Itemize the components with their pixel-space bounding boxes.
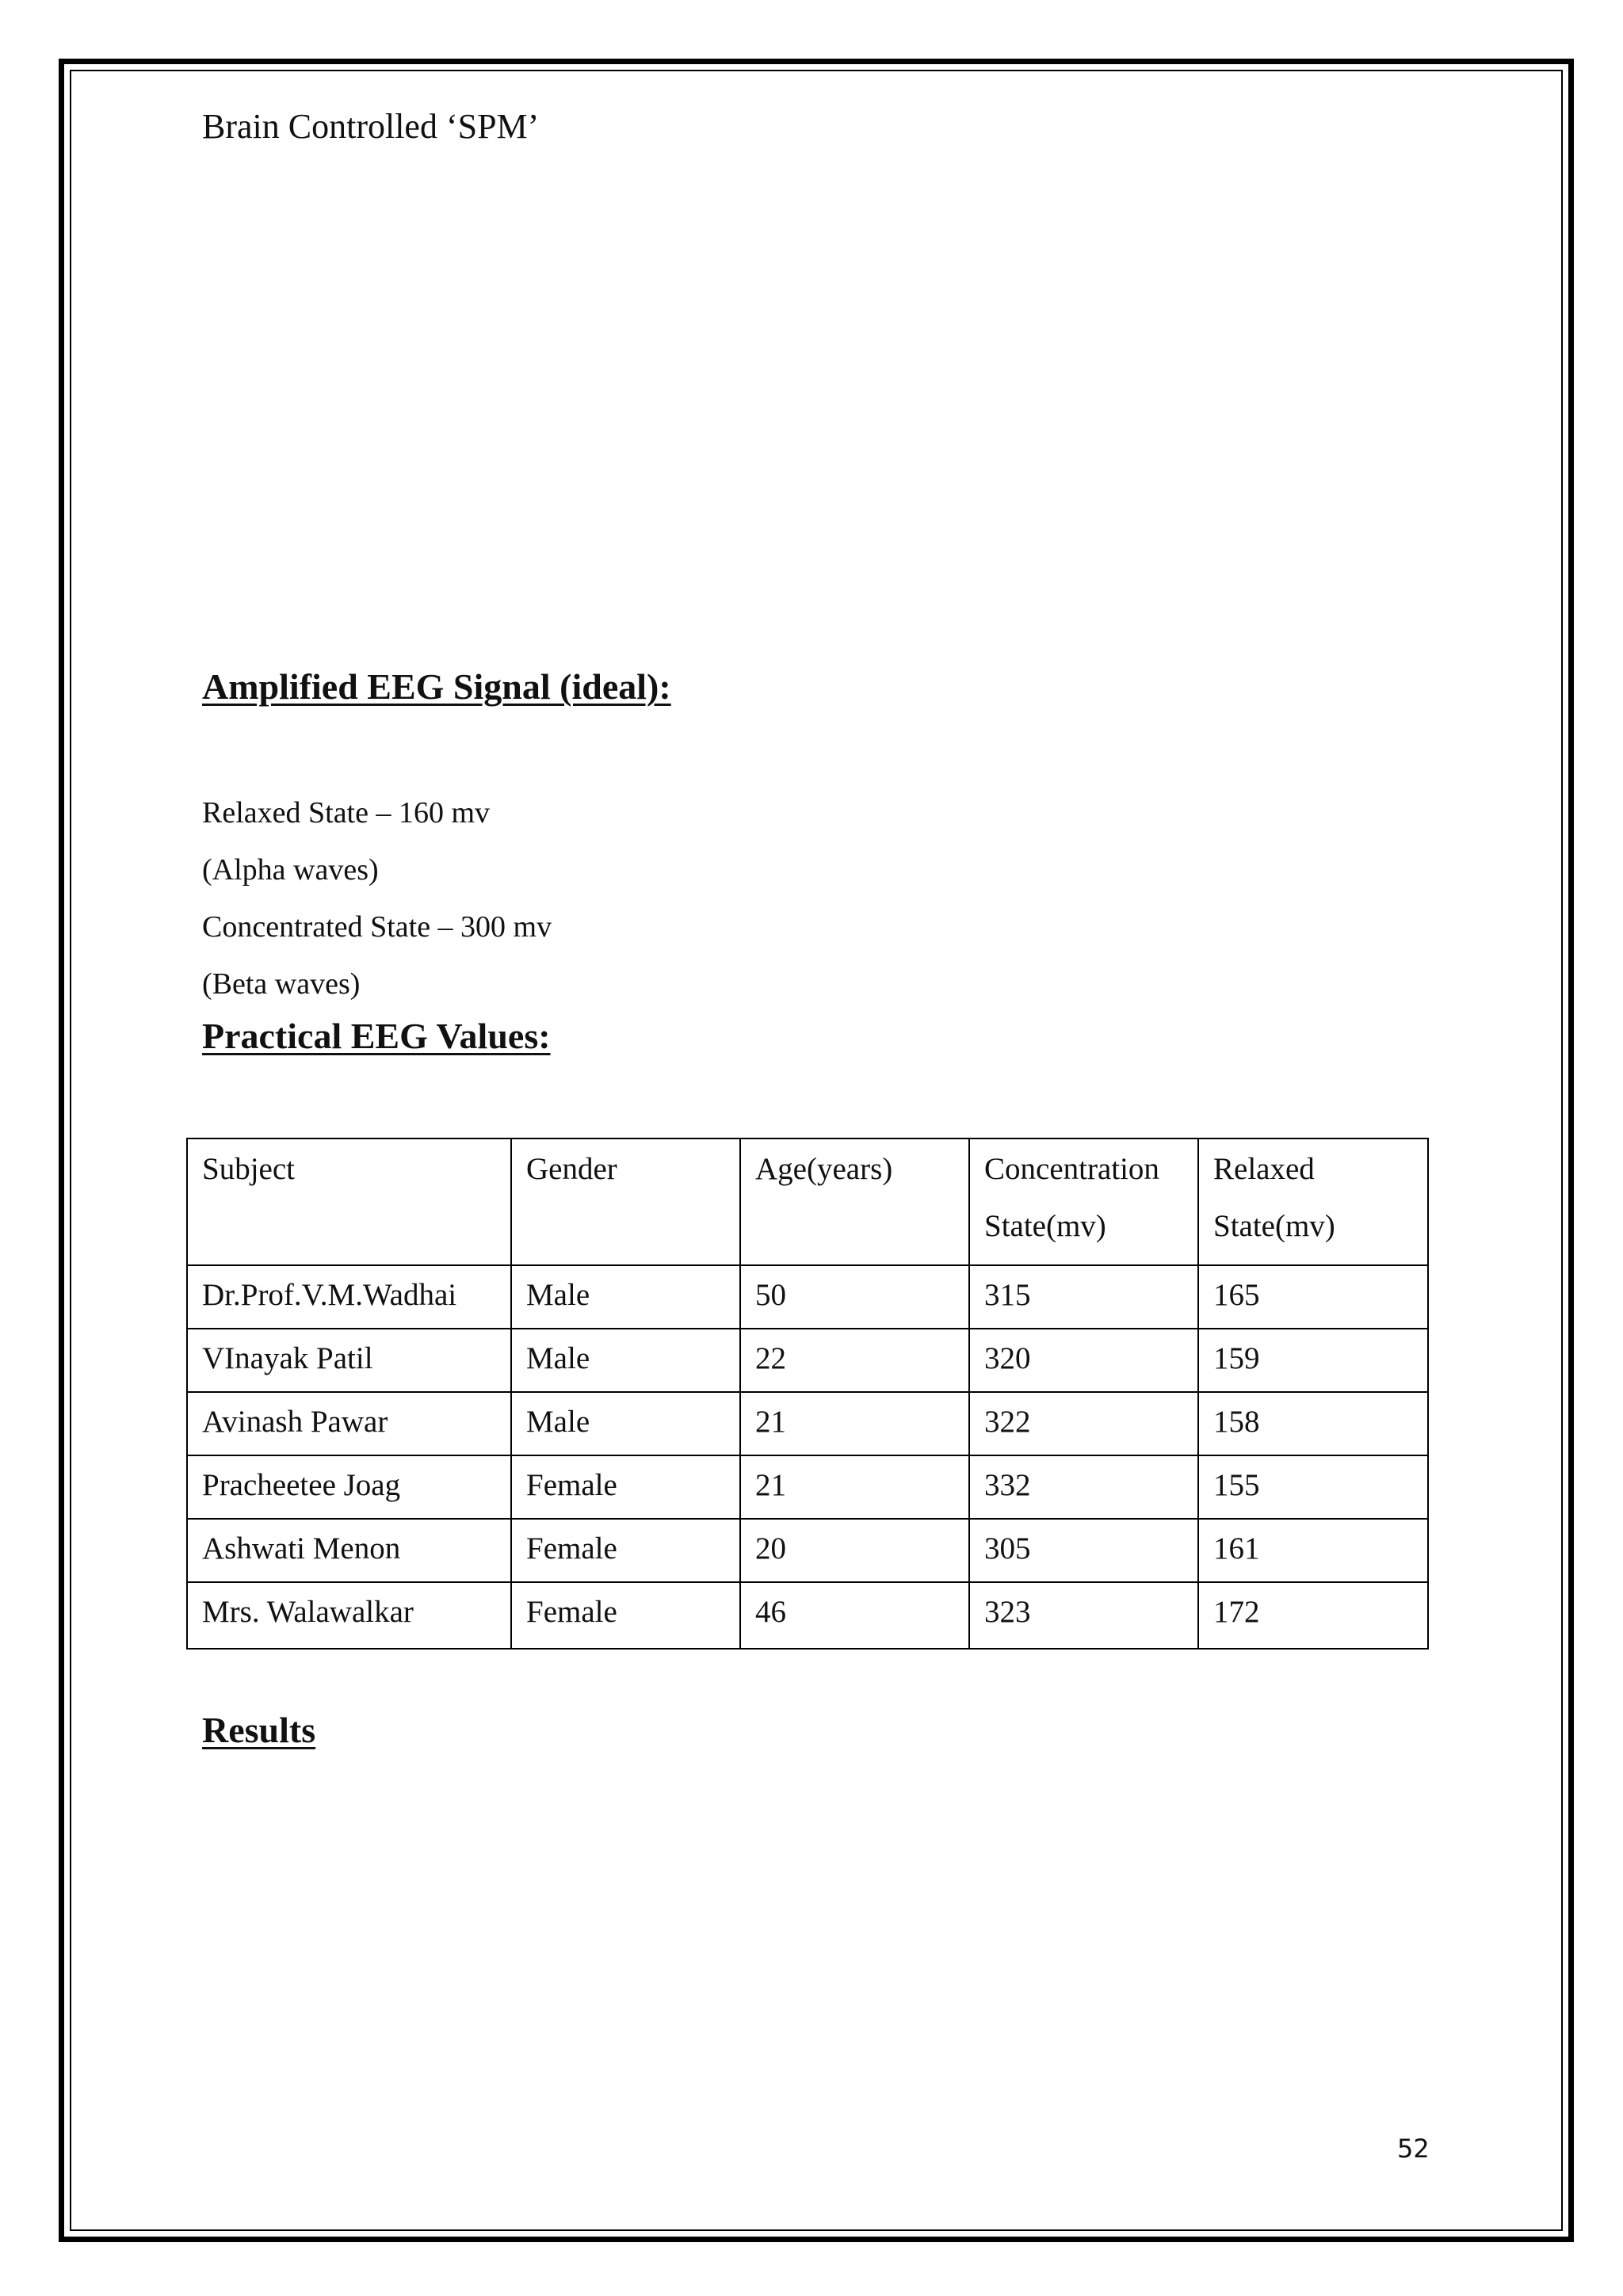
cell-subject: Mrs. Walawalkar — [187, 1582, 511, 1649]
header-concentration-line-2: State(mv) — [984, 1209, 1106, 1243]
header-concentration-line-1: Concentration — [984, 1152, 1159, 1186]
table-row — [187, 1519, 1428, 1582]
table-row — [187, 1455, 1428, 1519]
cell-gender: Male — [511, 1392, 740, 1455]
alpha-waves-line: (Alpha waves) — [202, 853, 379, 887]
table-row — [187, 1329, 1428, 1392]
table-header-row — [187, 1138, 1428, 1265]
table-row — [187, 1265, 1428, 1329]
relaxed-state-line: Relaxed State – 160 mv — [202, 796, 491, 830]
cell-subject: Dr.Prof.V.M.Wadhai — [187, 1265, 511, 1329]
header-relaxed-line-1: Relaxed — [1213, 1152, 1315, 1186]
header-cell-age: Age(years) — [740, 1138, 969, 1265]
cell-concentration: 332 — [969, 1455, 1198, 1519]
practical-eeg-table — [186, 1138, 1429, 1650]
cell-gender: Male — [511, 1265, 740, 1329]
practical-eeg-heading: Practical EEG Values: — [202, 1016, 551, 1056]
beta-waves-line: (Beta waves) — [202, 967, 361, 1001]
header-cell-gender: Gender — [511, 1138, 740, 1265]
cell-subject: Ashwati Menon — [187, 1519, 511, 1582]
page-number: 52 — [1397, 2134, 1430, 2164]
results-heading: Results — [202, 1710, 316, 1750]
header-cell-subject: Subject — [187, 1138, 511, 1265]
cell-concentration: 323 — [969, 1582, 1198, 1649]
cell-concentration: 322 — [969, 1392, 1198, 1455]
cell-gender: Female — [511, 1582, 740, 1649]
cell-relaxed: 165 — [1198, 1265, 1428, 1329]
table-row — [187, 1582, 1428, 1649]
cell-age: 21 — [740, 1392, 969, 1455]
cell-subject: Pracheetee Joag — [187, 1455, 511, 1519]
cell-concentration: 315 — [969, 1265, 1198, 1329]
cell-age: 21 — [740, 1455, 969, 1519]
cell-relaxed: 158 — [1198, 1392, 1428, 1455]
cell-relaxed: 172 — [1198, 1582, 1428, 1649]
table-row — [187, 1392, 1428, 1455]
cell-age: 20 — [740, 1519, 969, 1582]
cell-relaxed: 155 — [1198, 1455, 1428, 1519]
cell-relaxed: 159 — [1198, 1329, 1428, 1392]
cell-gender: Female — [511, 1455, 740, 1519]
cell-concentration: 305 — [969, 1519, 1198, 1582]
cell-age: 50 — [740, 1265, 969, 1329]
concentrated-state-line: Concentrated State – 300 mv — [202, 910, 552, 944]
amplified-eeg-heading: Amplified EEG Signal (ideal): — [202, 666, 671, 707]
cell-relaxed: 161 — [1198, 1519, 1428, 1582]
header-cell-relaxed — [1198, 1138, 1428, 1265]
cell-subject: Avinash Pawar — [187, 1392, 511, 1455]
cell-subject: VInayak Patil — [187, 1329, 511, 1392]
header-cell-concentration — [969, 1138, 1198, 1265]
header-relaxed-line-2: State(mv) — [1213, 1209, 1335, 1243]
cell-gender: Male — [511, 1329, 740, 1392]
document-header-title: Brain Controlled ‘SPM’ — [202, 107, 540, 146]
cell-age: 46 — [740, 1582, 969, 1649]
cell-gender: Female — [511, 1519, 740, 1582]
cell-age: 22 — [740, 1329, 969, 1392]
cell-concentration: 320 — [969, 1329, 1198, 1392]
ideal-signal-list — [202, 784, 552, 1013]
